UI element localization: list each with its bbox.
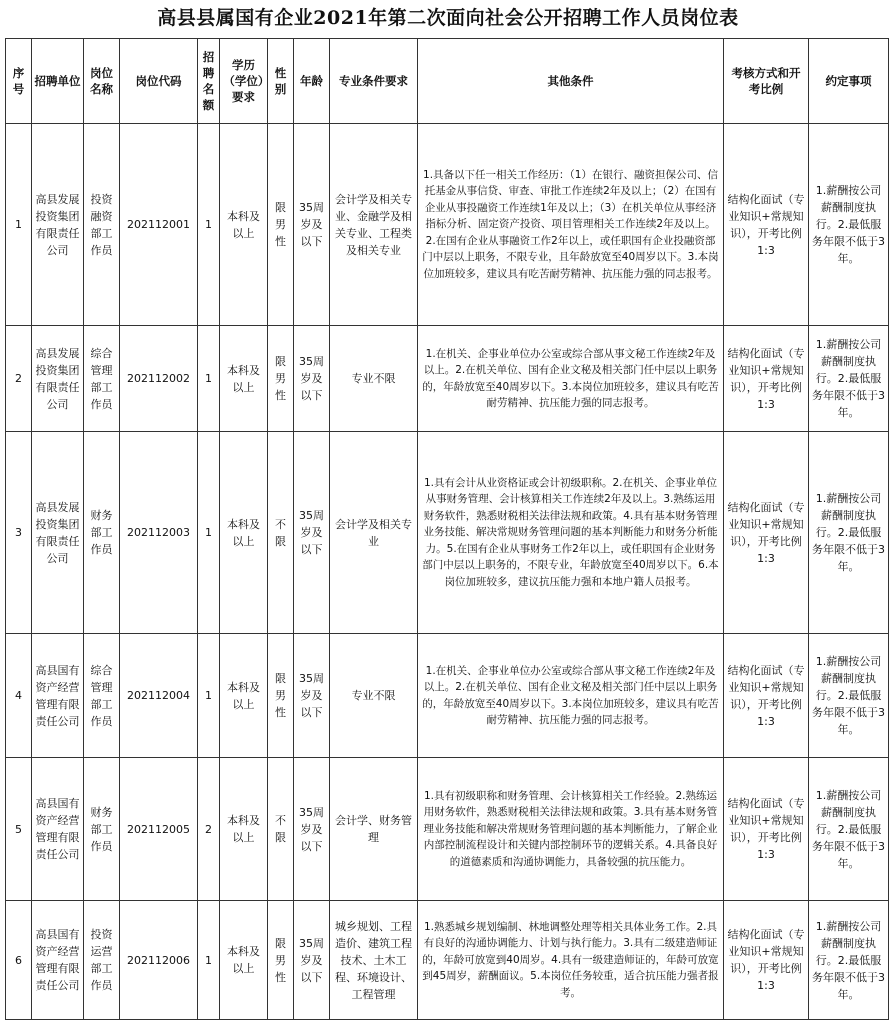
header-unit: 招聘单位 (32, 39, 84, 124)
cell-unit: 高县发展投资集团有限责任公司 (32, 124, 84, 326)
cell-count: 2 (198, 758, 220, 901)
header-post-name: 岗位名称 (84, 39, 120, 124)
cell-major: 专业不限 (330, 634, 418, 758)
cell-age: 35周岁及以下 (294, 634, 330, 758)
cell-post-code: 202112002 (120, 326, 198, 432)
cell-other: 1.具有初级职称和财务管理、会计核算相关工作经验。2.熟练运用财务软件，熟悉财税相关法律法规和政策。3.具有基本财务管理业务技能和解决常规财务管理问题的基本判断能力，了解企业内部控制流程设计和关键内部控制环节的逻辑关系。4.具备良好的道德素质和沟通协调能力，具备较强的抗压能力。 (418, 758, 724, 901)
header-major: 专业条件要求 (330, 39, 418, 124)
cell-major: 专业不限 (330, 326, 418, 432)
cell-other: 1.具备以下任一相关工作经历：（1）在银行、融资担保公司、信托基金从事信贷、审查、审批工作连续2年及以上；（2）在国有企业从事投融资工作连续1年及以上；（3）在机关单位从事经济指标分析、固定资产投资、项目管理相关工作连续2年及以上。2.在国有企业从事融资工作2年以上，或任职国有企业投融资部门中层以上职务，不限专业，且年龄放宽至40周岁以下。3.本岗位加班较多，建议具有吃苦耐劳精神、抗压能力强的同志报考。 (418, 124, 724, 326)
header-post-code: 岗位代码 (120, 39, 198, 124)
table-row (6, 326, 889, 432)
cell-other: 1.熟悉城乡规划编制、林地调整处理等相关具体业务工作。2.具有良好的沟通协调能力、计划与执行能力。3.具有二级建造师证的，年龄可放宽到40周岁。4.具有一级建造师证的，年龄可放宽到45周岁，薪酬面议。5.本岗位任务较重，适合抗压能力强者报考。 (418, 901, 724, 1020)
header-count: 招聘名额 (198, 39, 220, 124)
cell-post-code: 202112004 (120, 634, 198, 758)
cell-post-name: 综合管理部工作员 (84, 634, 120, 758)
cell-agreement: 1.薪酬按公司薪酬制度执行。2.最低服务年限不低于3年。 (809, 124, 889, 326)
cell-agreement: 1.薪酬按公司薪酬制度执行。2.最低服务年限不低于3年。 (809, 758, 889, 901)
cell-exam: 结构化面试（专业知识+常规知识），开考比例1:3 (724, 124, 809, 326)
table-row (6, 901, 889, 1020)
job-positions-table (5, 38, 889, 1020)
cell-unit: 高县发展投资集团有限责任公司 (32, 432, 84, 634)
cell-count: 1 (198, 326, 220, 432)
cell-unit: 高县国有资产经营管理有限责任公司 (32, 901, 84, 1020)
cell-seq: 1 (6, 124, 32, 326)
cell-post-name: 综合管理部工作员 (84, 326, 120, 432)
cell-age: 35周岁及以下 (294, 901, 330, 1020)
cell-gender: 限男性 (268, 326, 294, 432)
header-age: 年龄 (294, 39, 330, 124)
cell-count: 1 (198, 634, 220, 758)
cell-seq: 4 (6, 634, 32, 758)
cell-post-code: 202112001 (120, 124, 198, 326)
header-education: 学历（学位）要求 (220, 39, 268, 124)
table-row (6, 634, 889, 758)
cell-post-code: 202112006 (120, 901, 198, 1020)
header-seq: 序号 (6, 39, 32, 124)
cell-other: 1.在机关、企事业单位办公室或综合部从事文秘工作连续2年及以上。2.在机关单位、国有企业文秘及相关部门任中层以上职务的，年龄放宽至40周岁以下。3.本岗位加班较多，建议具有吃苦耐劳精神、抗压能力强的同志报考。 (418, 326, 724, 432)
header-exam: 考核方式和开考比例 (724, 39, 809, 124)
cell-seq: 3 (6, 432, 32, 634)
cell-other: 1.具有会计从业资格证或会计初级职称。2.在机关、企事业单位从事财务管理、会计核算相关工作连续2年及以上。3.熟练运用财务软件，熟悉财税相关法律法规和政策。4.具有基本财务管理业务技能、解决常规财务管理问题的基本判断能力和财务分析能力。5.在国有企业从事财务工作2年以上，或任职国有企业财务部门中层以上职务的，不限专业，年龄放宽至40周岁以下。6.本岗位加班较多，建议抗压能力强和本地户籍人员报考。 (418, 432, 724, 634)
cell-age: 35周岁及以下 (294, 124, 330, 326)
table-row (6, 432, 889, 634)
cell-gender: 不限 (268, 432, 294, 634)
table-row (6, 124, 889, 326)
header-agreement: 约定事项 (809, 39, 889, 124)
cell-post-name: 投资运营部工作员 (84, 901, 120, 1020)
cell-gender: 限男性 (268, 901, 294, 1020)
cell-exam: 结构化面试（专业知识+常规知识），开考比例1:3 (724, 326, 809, 432)
page-title: 高县县属国有企业2021年第二次面向社会公开招聘工作人员岗位表 (157, 7, 739, 29)
cell-agreement: 1.薪酬按公司薪酬制度执行。2.最低服务年限不低于3年。 (809, 901, 889, 1020)
cell-major: 会计学及相关专业 (330, 432, 418, 634)
cell-unit: 高县国有资产经营管理有限责任公司 (32, 634, 84, 758)
header-gender: 性别 (268, 39, 294, 124)
cell-age: 35周岁及以下 (294, 326, 330, 432)
cell-major: 城乡规划、工程造价、建筑工程技术、土木工程、环境设计、工程管理 (330, 901, 418, 1020)
cell-education: 本科及以上 (220, 326, 268, 432)
cell-post-name: 财务部工作员 (84, 758, 120, 901)
cell-age: 35周岁及以下 (294, 432, 330, 634)
cell-education: 本科及以上 (220, 634, 268, 758)
cell-major: 会计学、财务管理 (330, 758, 418, 901)
cell-agreement: 1.薪酬按公司薪酬制度执行。2.最低服务年限不低于3年。 (809, 634, 889, 758)
cell-exam: 结构化面试（专业知识+常规知识），开考比例1:3 (724, 432, 809, 634)
cell-count: 1 (198, 432, 220, 634)
cell-gender: 不限 (268, 758, 294, 901)
cell-unit: 高县国有资产经营管理有限责任公司 (32, 758, 84, 901)
cell-count: 1 (198, 124, 220, 326)
cell-education: 本科及以上 (220, 432, 268, 634)
cell-seq: 2 (6, 326, 32, 432)
cell-gender: 限男性 (268, 634, 294, 758)
cell-age: 35周岁及以下 (294, 758, 330, 901)
cell-post-code: 202112005 (120, 758, 198, 901)
cell-education: 本科及以上 (220, 124, 268, 326)
cell-other: 1.在机关、企事业单位办公室或综合部从事文秘工作连续2年及以上。2.在机关单位、国有企业文秘及相关部门任中层以上职务的，年龄放宽至40周岁以下。3.本岗位加班较多，建议具有吃苦耐劳精神、抗压能力强的同志报考。 (418, 634, 724, 758)
cell-exam: 结构化面试（专业知识+常规知识），开考比例1:3 (724, 758, 809, 901)
cell-post-code: 202112003 (120, 432, 198, 634)
cell-education: 本科及以上 (220, 901, 268, 1020)
header-other: 其他条件 (418, 39, 724, 124)
cell-exam: 结构化面试（专业知识+常规知识），开考比例1:3 (724, 901, 809, 1020)
header-row (6, 39, 889, 124)
cell-education: 本科及以上 (220, 758, 268, 901)
cell-agreement: 1.薪酬按公司薪酬制度执行。2.最低服务年限不低于3年。 (809, 432, 889, 634)
cell-exam: 结构化面试（专业知识+常规知识），开考比例1:3 (724, 634, 809, 758)
table-row (6, 758, 889, 901)
cell-gender: 限男性 (268, 124, 294, 326)
cell-major: 会计学及相关专业、金融学及相关专业、工程类及相关专业 (330, 124, 418, 326)
cell-unit: 高县发展投资集团有限责任公司 (32, 326, 84, 432)
cell-post-name: 财务部工作员 (84, 432, 120, 634)
cell-seq: 5 (6, 758, 32, 901)
cell-post-name: 投资融资部工作员 (84, 124, 120, 326)
cell-seq: 6 (6, 901, 32, 1020)
cell-count: 1 (198, 901, 220, 1020)
cell-agreement: 1.薪酬按公司薪酬制度执行。2.最低服务年限不低于3年。 (809, 326, 889, 432)
